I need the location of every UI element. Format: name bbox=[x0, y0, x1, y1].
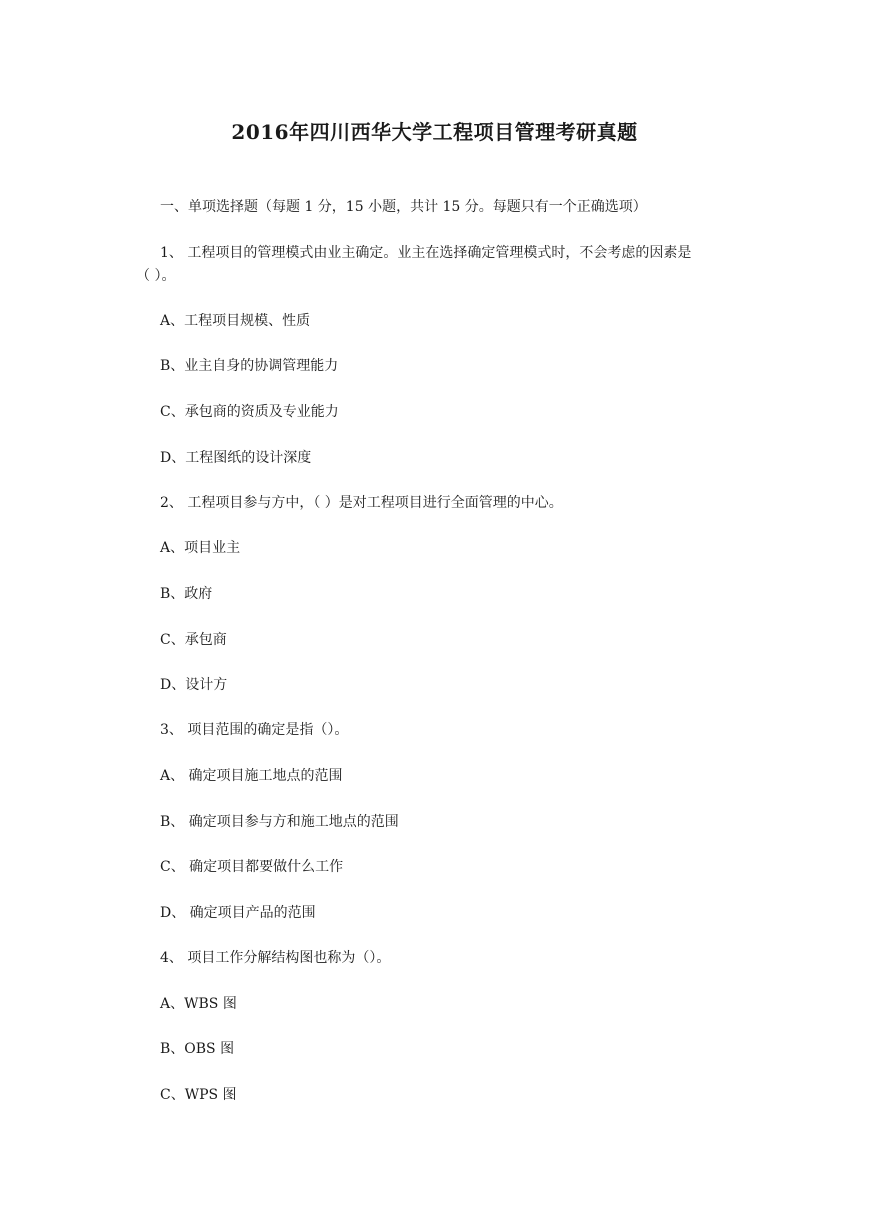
question-2-stem: 2、 工程项目参与方中，（ ）是对工程项目进行全面管理的中心。 bbox=[160, 495, 563, 511]
question-4-option-b: B、OBS 图 bbox=[160, 1041, 235, 1057]
question-1-stem-cont: （ ）。 bbox=[136, 268, 176, 284]
page-title: 2016年四川西华大学工程项目管理考研真题 bbox=[231, 120, 638, 144]
question-3-option-c: C、 确定项目都要做什么工作 bbox=[160, 859, 344, 875]
question-1-stem: 1、 工程项目的管理模式由业主确定。业主在选择确定管理模式时，不会考虑的因素是 bbox=[160, 245, 692, 261]
section-heading: 一、单项选择题（每题 1 分，15 小题，共计 15 分。每题只有一个正确选项） bbox=[160, 199, 647, 215]
question-2-option-b: B、政府 bbox=[160, 586, 213, 602]
question-3-option-d: D、 确定项目产品的范围 bbox=[160, 905, 316, 921]
question-1-option-a: A、工程项目规模、性质 bbox=[160, 313, 311, 329]
question-4-option-c: C、WPS 图 bbox=[160, 1087, 237, 1103]
question-1-option-b: B、业主自身的协调管理能力 bbox=[160, 358, 339, 374]
question-4-option-a: A、WBS 图 bbox=[160, 996, 237, 1012]
question-2-option-a: A、项目业主 bbox=[160, 540, 241, 556]
question-3-option-b: B、 确定项目参与方和施工地点的范围 bbox=[160, 814, 399, 830]
question-3-option-a: A、 确定项目施工地点的范围 bbox=[160, 768, 343, 784]
question-4-stem: 4、 项目工作分解结构图也称为（）。 bbox=[160, 950, 391, 966]
question-2-option-c: C、承包商 bbox=[160, 632, 227, 648]
question-1-option-c: C、承包商的资质及专业能力 bbox=[160, 404, 339, 420]
question-2-option-d: D、设计方 bbox=[160, 677, 228, 693]
question-3-stem: 3、 项目范围的确定是指（）。 bbox=[160, 722, 349, 738]
question-1-option-d: D、工程图纸的设计深度 bbox=[160, 450, 312, 466]
